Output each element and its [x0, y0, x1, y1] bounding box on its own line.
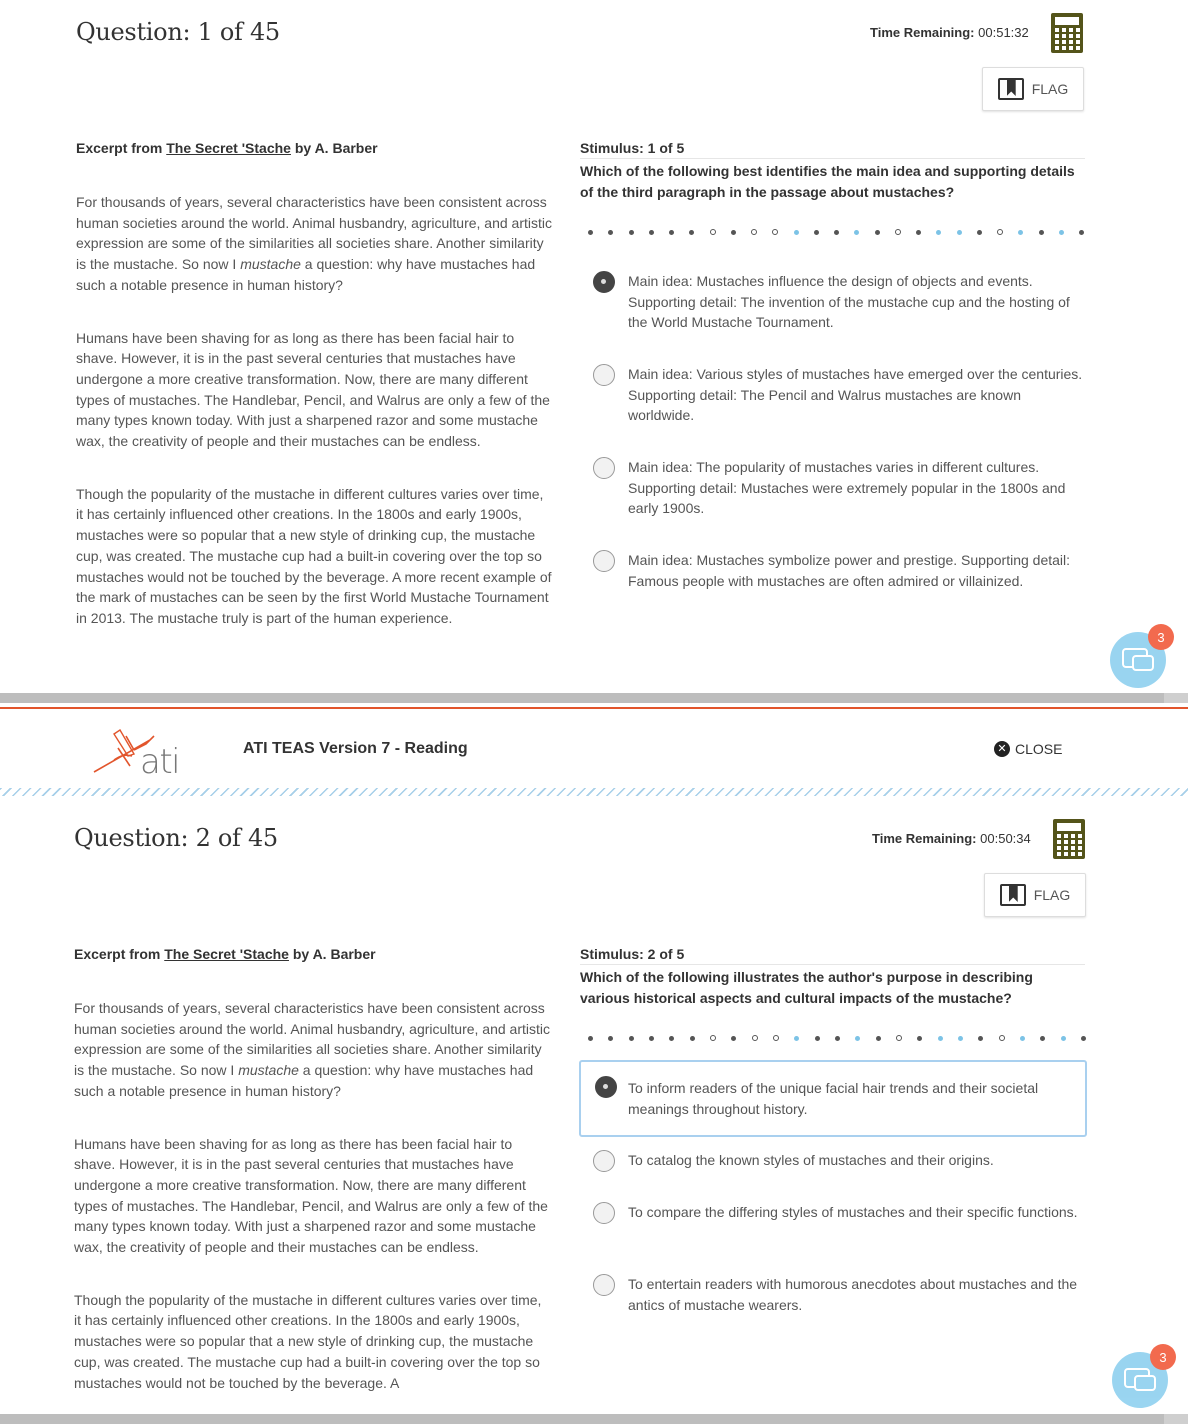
header-divider [0, 788, 1188, 796]
progress-dot[interactable] [649, 1036, 654, 1041]
answer-option[interactable] [580, 457, 1088, 519]
horizontal-scrollbar[interactable] [0, 693, 1188, 703]
passage-paragraph: Though the popularity of the mustache in different cultures varies over time, it has certainly influenced other creations. In the 1800s and early 1900s, mustaches were so popular that a new style of drinking cup, the mustache cup, was created. The mustache cup had a built-in covering over the top so mustaches would not be touched by the beverage. A more recent example of the mark of mustaches can be seen by the first World Mustache Tournament in 2013. The mustache truly is part of the human experience. [76, 485, 552, 626]
flag-button[interactable] [982, 67, 1084, 111]
progress-dot[interactable] [1079, 230, 1084, 235]
time-label: Time Remaining: [870, 25, 975, 40]
passage-paragraph: Though the popularity of the mustache in different cultures varies over time, it has certainly influenced other creations. In the 1800s and early 1900s, mustaches were so popular that a new style of drinking cup, the mustache cup, was created. The mustache cup had a built-in covering over the top so mustaches would not be touched by the beverage. A [74, 1291, 542, 1391]
progress-dot[interactable] [1061, 1036, 1066, 1041]
answer-option[interactable] [579, 1060, 1087, 1137]
progress-dot[interactable] [731, 1036, 736, 1041]
passage-paragraph: Humans have been shaving for as long as there has been facial hair to shave. However, it is in the past several centuries that mustaches have undergone a more creative transformation. Now, there are many different types of mustaches. The Handlebar, Pencil, and Walrus are only a few of the many types known today. With just a sharpened razor and some mustache wax, the creativity of people and their mustaches can be endless. [74, 1135, 548, 1256]
flag-label: FLAG [1033, 887, 1071, 903]
radio-button[interactable] [593, 457, 615, 479]
progress-dot[interactable] [608, 1036, 613, 1041]
progress-dot[interactable] [834, 230, 839, 235]
progress-dot[interactable] [957, 230, 962, 235]
radio-button[interactable] [593, 1274, 615, 1296]
progress-dot[interactable] [1081, 1036, 1086, 1041]
progress-dot[interactable] [588, 1036, 593, 1041]
progress-dot[interactable] [814, 230, 819, 235]
passage-paragraph [76, 192, 554, 296]
progress-dot[interactable] [978, 1036, 983, 1041]
close-icon: ✕ [994, 741, 1010, 757]
progress-dot[interactable] [649, 230, 654, 235]
option-text: To inform readers of the unique facial hair trends and their societal meanings throughout history. [628, 1080, 1039, 1117]
answer-option[interactable] [580, 364, 1088, 426]
progress-dot[interactable] [917, 1036, 922, 1041]
answer-option[interactable] [580, 1274, 1088, 1315]
passage [74, 998, 552, 1424]
bookmark-icon [1000, 884, 1026, 906]
passage-text: For thousands of years, several characteristics have been consistent across human societies around the world. Animal husbandry, agriculture, and artistic expression are some of the similarities all societies share. Another similarity is the mustache. So now I [76, 194, 552, 273]
progress-dot[interactable] [1040, 1036, 1045, 1041]
question-panel-2 [0, 797, 1188, 1424]
progress-dot[interactable] [815, 1036, 820, 1041]
progress-dot[interactable] [997, 229, 1003, 235]
radio-button[interactable] [593, 1150, 615, 1172]
progress-dot[interactable] [1039, 230, 1044, 235]
passage-italic: mustache [240, 256, 301, 273]
chat-help-button[interactable] [1112, 1349, 1168, 1408]
chat-help-button[interactable] [1110, 629, 1166, 688]
progress-dot[interactable] [999, 1035, 1005, 1041]
progress-dot[interactable] [794, 1036, 799, 1041]
scrollbar-thumb[interactable] [0, 1414, 1164, 1424]
progress-dot[interactable] [588, 230, 593, 235]
progress-dots [588, 1033, 1086, 1043]
flag-button[interactable] [984, 873, 1086, 917]
progress-dot[interactable] [794, 230, 799, 235]
scrollbar-thumb[interactable] [0, 693, 1164, 703]
progress-dot[interactable] [669, 1036, 674, 1041]
progress-dot[interactable] [1020, 1036, 1025, 1041]
progress-dot[interactable] [835, 1036, 840, 1041]
progress-dot[interactable] [710, 1035, 716, 1041]
progress-dot[interactable] [977, 230, 982, 235]
question-text: Which of the following illustrates the author's purpose in describing various historical aspects and cultural impacts of the mustache? [580, 969, 1033, 1006]
progress-dot[interactable] [773, 1035, 779, 1041]
progress-dot[interactable] [629, 230, 634, 235]
progress-dot[interactable] [854, 230, 859, 235]
horizontal-scrollbar[interactable] [0, 1414, 1188, 1424]
option-text: Main idea: Mustaches influence the design of objects and events. Supporting detail: The invention of the mustache cup and the hosting of the World Mustache Tournament. [628, 273, 1070, 331]
time-label: Time Remaining: [872, 831, 977, 846]
app-title: ATI TEAS Version 7 - Reading [243, 740, 468, 757]
progress-dot[interactable] [895, 229, 901, 235]
radio-button[interactable] [593, 271, 615, 293]
progress-dot[interactable] [752, 1035, 758, 1041]
close-button[interactable] [994, 741, 1062, 757]
stimulus-block [580, 946, 1085, 1008]
progress-dot[interactable] [855, 1036, 860, 1041]
progress-dot[interactable] [608, 230, 613, 235]
progress-dot[interactable] [938, 1036, 943, 1041]
calculator-icon[interactable] [1051, 13, 1083, 53]
progress-dot[interactable] [751, 229, 757, 235]
time-remaining [872, 831, 1031, 846]
answer-option[interactable] [580, 1202, 1088, 1223]
panel-divider [0, 707, 1188, 709]
answer-option[interactable] [580, 1150, 1088, 1171]
passage-text: For thousands of years, several characteristics have been consistent across human societies around the world. Animal husbandry, agriculture, and artistic expression are some of the similarities all societies share. Another similarity is the mustache. So now I [74, 1000, 550, 1079]
progress-dot[interactable] [772, 229, 778, 235]
progress-dot[interactable] [958, 1036, 963, 1041]
progress-dot[interactable] [690, 1036, 695, 1041]
passage-paragraph: Humans have been shaving for as long as there has been facial hair to shave. However, it is in the past several centuries that mustaches have undergone a more creative transformation. Now, there are many different types of mustaches. The Handlebar, Pencil, and Walrus are only a few of the many types known today. With just a sharpened razor and some mustache wax, the creativity of people and their mustaches can be endless. [76, 329, 550, 450]
time-value: 00:51:32 [978, 25, 1029, 40]
excerpt-heading [76, 140, 378, 156]
progress-dot[interactable] [876, 1036, 881, 1041]
option-text: Main idea: Mustaches symbolize power and prestige. Supporting detail: Famous people with mustaches are often admired or villainized. [628, 552, 1071, 589]
page-title: Question: 1 of 45 [76, 18, 280, 46]
excerpt-heading [74, 946, 376, 962]
option-text: Main idea: Various styles of mustaches have emerged over the centuries. Supporting detail: The Pencil and Walrus mustaches are known worldwide. [628, 366, 1083, 424]
question-text: Which of the following best identifies the main idea and supporting details of the third paragraph in the passage about mustaches? [580, 163, 1075, 200]
answer-option[interactable] [580, 550, 1088, 591]
radio-button[interactable] [595, 1076, 617, 1098]
time-remaining [870, 25, 1029, 40]
progress-dot[interactable] [710, 229, 716, 235]
flag-label: FLAG [1031, 81, 1069, 97]
excerpt-author: by A. Barber [288, 946, 376, 962]
progress-dot[interactable] [875, 230, 880, 235]
progress-dot[interactable] [896, 1035, 902, 1041]
radio-button[interactable] [593, 364, 615, 386]
passage-paragraph [74, 998, 552, 1102]
close-label: CLOSE [1015, 741, 1063, 757]
calculator-icon[interactable] [1053, 819, 1085, 859]
passage-text: a question: why have mustaches had such a notable presence in human history? [76, 256, 536, 293]
excerpt-book-title: The Secret 'Stache [164, 946, 289, 962]
excerpt-prefix: Excerpt from [74, 946, 165, 962]
excerpt-author: by A. Barber [290, 140, 378, 156]
stimulus-block [580, 140, 1085, 202]
passage-italic: mustache [238, 1062, 299, 1079]
time-value: 00:50:34 [980, 831, 1031, 846]
question-panel-1 [0, 0, 1188, 707]
progress-dot[interactable] [629, 1036, 634, 1041]
option-text: Main idea: The popularity of mustaches varies in different cultures. Supporting detail: Mustaches were extremely popular in the 1800s and early 1900s. [628, 459, 1066, 517]
radio-button[interactable] [593, 1202, 615, 1224]
progress-dots [588, 227, 1084, 237]
stimulus-label: Stimulus: 2 of 5 [580, 946, 1085, 965]
stimulus-label: Stimulus: 1 of 5 [580, 140, 1085, 159]
radio-button[interactable] [593, 550, 615, 572]
progress-dot[interactable] [916, 230, 921, 235]
notification-badge: 3 [1148, 624, 1174, 650]
option-text: To catalog the known styles of mustaches and their origins. [628, 1152, 994, 1168]
progress-dot[interactable] [1018, 230, 1023, 235]
excerpt-book-title: The Secret 'Stache [166, 140, 291, 156]
logo-text: ati [140, 742, 180, 782]
progress-dot[interactable] [689, 230, 694, 235]
bookmark-icon [998, 78, 1024, 100]
passage-text: a question: why have mustaches had such a notable presence in human history? [74, 1062, 534, 1099]
progress-dot[interactable] [669, 230, 674, 235]
option-text: To entertain readers with humorous anecdotes about mustaches and the antics of mustache wearers. [628, 1276, 1078, 1313]
passage [76, 192, 554, 661]
answer-option[interactable] [580, 271, 1088, 333]
progress-dot[interactable] [731, 230, 736, 235]
excerpt-prefix: Excerpt from [76, 140, 167, 156]
notification-badge: 3 [1150, 1344, 1176, 1370]
progress-dot[interactable] [936, 230, 941, 235]
progress-dot[interactable] [1059, 230, 1064, 235]
option-text: To compare the differing styles of mustaches and their specific functions. [628, 1204, 1078, 1220]
page-title: Question: 2 of 45 [74, 824, 278, 852]
